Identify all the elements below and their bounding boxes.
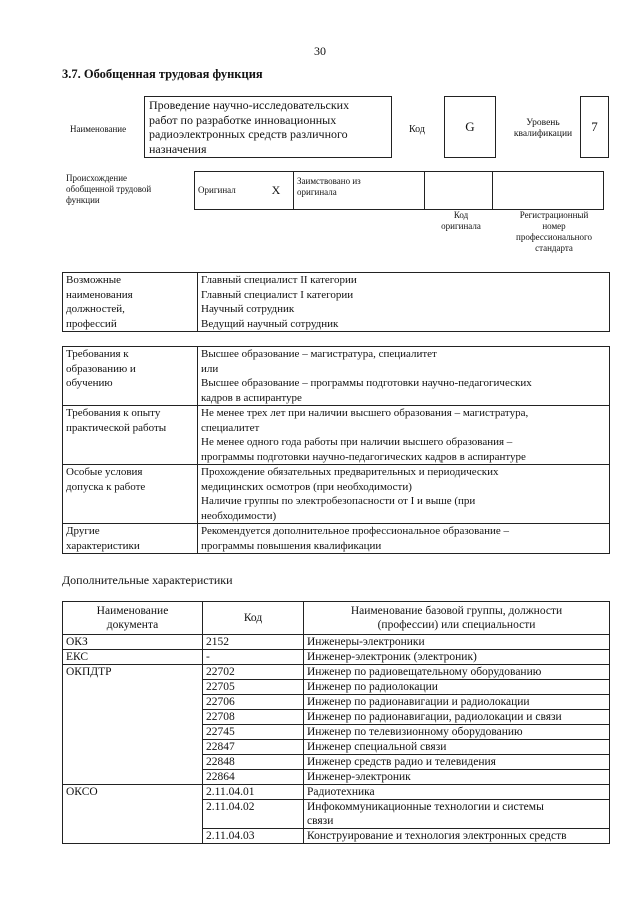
requirement-row: [63, 524, 610, 554]
position-item: Главный специалист I категории: [201, 288, 354, 301]
position-item: Главный специалист II категории: [201, 274, 357, 286]
cell-code: 22702: [203, 665, 304, 680]
cell-name: Инженер по радиовещательному оборудованию: [304, 665, 610, 680]
table-header-row: [63, 602, 610, 635]
requirement-text: Высшее образование – магистратура, специалитет или Высшее образование – программы подготовки научно-педагогических кадров в аспирантуре: [198, 347, 610, 406]
cell-code: 22745: [203, 725, 304, 740]
requirement-text: Рекомендуется дополнительное профессиональное образование – программы повышения квалификации: [198, 524, 610, 554]
cell-code: 2.11.04.02: [203, 800, 304, 829]
positions-list: [198, 273, 610, 332]
level-value: 7: [591, 119, 598, 134]
cell-name: Инженер средств радио и телевидения: [304, 755, 610, 770]
name-value-box: [144, 96, 392, 158]
table-row: [63, 650, 610, 665]
cell-name: Инженер по радиолокации: [304, 680, 610, 695]
original-mark: X: [259, 172, 294, 210]
header-name: Наименование базовой группы, должности (профессии) или специальности: [304, 602, 610, 635]
code-value-box: [444, 96, 496, 158]
reg-number-caption: Регистрационный номер профессионального стандарта: [516, 210, 592, 253]
cell-code: 2.11.04.03: [203, 829, 304, 844]
cell-name: Инженер по телевизионному оборудованию: [304, 725, 610, 740]
additional-title: Дополнительные характеристики: [62, 573, 233, 587]
cell-code: 2152: [203, 635, 304, 650]
cell-doc: ОКСО: [63, 785, 203, 844]
level-value-box: [580, 96, 609, 158]
cell-name: Инженер специальной связи: [304, 740, 610, 755]
cell-code: 22848: [203, 755, 304, 770]
name-label: Наименование: [70, 124, 127, 134]
requirement-label: Требования к образованию и обучению: [63, 347, 198, 406]
cell-name: Инженер по радионавигации, радиолокации и связи: [304, 710, 610, 725]
cell-name: Радиотехника: [304, 785, 610, 800]
section-title: 3.7. Обобщенная трудовая функция: [62, 67, 263, 81]
code-value: G: [465, 119, 475, 134]
requirement-text: Не менее трех лет при наличии высшего образования – магистратура, специалитет Не менее одного года работы при наличии высшего образования – программы подготовки научно-педагогических кадров в аспирантуре: [198, 406, 610, 465]
cell-name: Инженеры-электроники: [304, 635, 610, 650]
cell-name: Инженер-электроник: [304, 770, 610, 785]
level-label: Уровень квалификации: [513, 118, 573, 139]
code-original-cell: [425, 172, 493, 210]
reg-number-cell: [493, 172, 604, 210]
requirement-row: [63, 406, 610, 465]
cell-code: 22705: [203, 680, 304, 695]
cell-code: -: [203, 650, 304, 665]
cell-doc: ЕКС: [63, 650, 203, 665]
requirement-text: Прохождение обязательных предварительных и периодических медицинских осмотров (при необходимости) Наличие группы по электробезопасности от I и выше (при необходимости): [198, 465, 610, 524]
cell-code: 22864: [203, 770, 304, 785]
page-number: 30: [314, 44, 326, 58]
additional-table: [62, 601, 610, 844]
original-label: Оригинал: [195, 172, 260, 210]
cell-doc: ОКПДТР: [63, 665, 203, 785]
cell-name: Инженер-электроник (электроник): [304, 650, 610, 665]
cell-doc: ОКЗ: [63, 635, 203, 650]
requirement-row: [63, 347, 610, 406]
positions-table: [62, 272, 610, 332]
code-original-caption: Код оригинала: [441, 210, 481, 231]
cell-code: 2.11.04.01: [203, 785, 304, 800]
requirement-label: Требования к опыту практической работы: [63, 406, 198, 465]
requirement-row: [63, 465, 610, 524]
borrowed-label: Заимствовано из оригинала: [294, 172, 425, 210]
table-row: [63, 665, 610, 680]
header-document: Наименование документа: [63, 602, 203, 635]
position-item: Ведущий научный сотрудник: [201, 317, 339, 330]
cell-code: 22847: [203, 740, 304, 755]
name-value: Проведение научно-исследовательских работ по разработке инновационных радиоэлектронных средств различного назначения: [149, 98, 350, 156]
requirements-table: [62, 346, 610, 554]
cell-code: 22708: [203, 710, 304, 725]
requirement-label: Другие характеристики: [63, 524, 198, 554]
cell-name: Конструирование и технология электронных средств: [304, 829, 610, 844]
origin-table: [194, 171, 604, 210]
header-code: Код: [203, 602, 304, 635]
table-row: [63, 635, 610, 650]
code-label: Код: [409, 124, 425, 135]
origin-label: Происхождение обобщенной трудовой функции: [66, 173, 152, 205]
requirement-label: Особые условия допуска к работе: [63, 465, 198, 524]
cell-name: Инфокоммуникационные технологии и системы связи: [304, 800, 610, 829]
positions-label: Возможные наименования должностей, профессий: [63, 273, 198, 332]
position-item: Научный сотрудник: [201, 303, 295, 315]
table-row: [63, 785, 610, 800]
cell-code: 22706: [203, 695, 304, 710]
cell-name: Инженер по радионавигации и радиолокации: [304, 695, 610, 710]
